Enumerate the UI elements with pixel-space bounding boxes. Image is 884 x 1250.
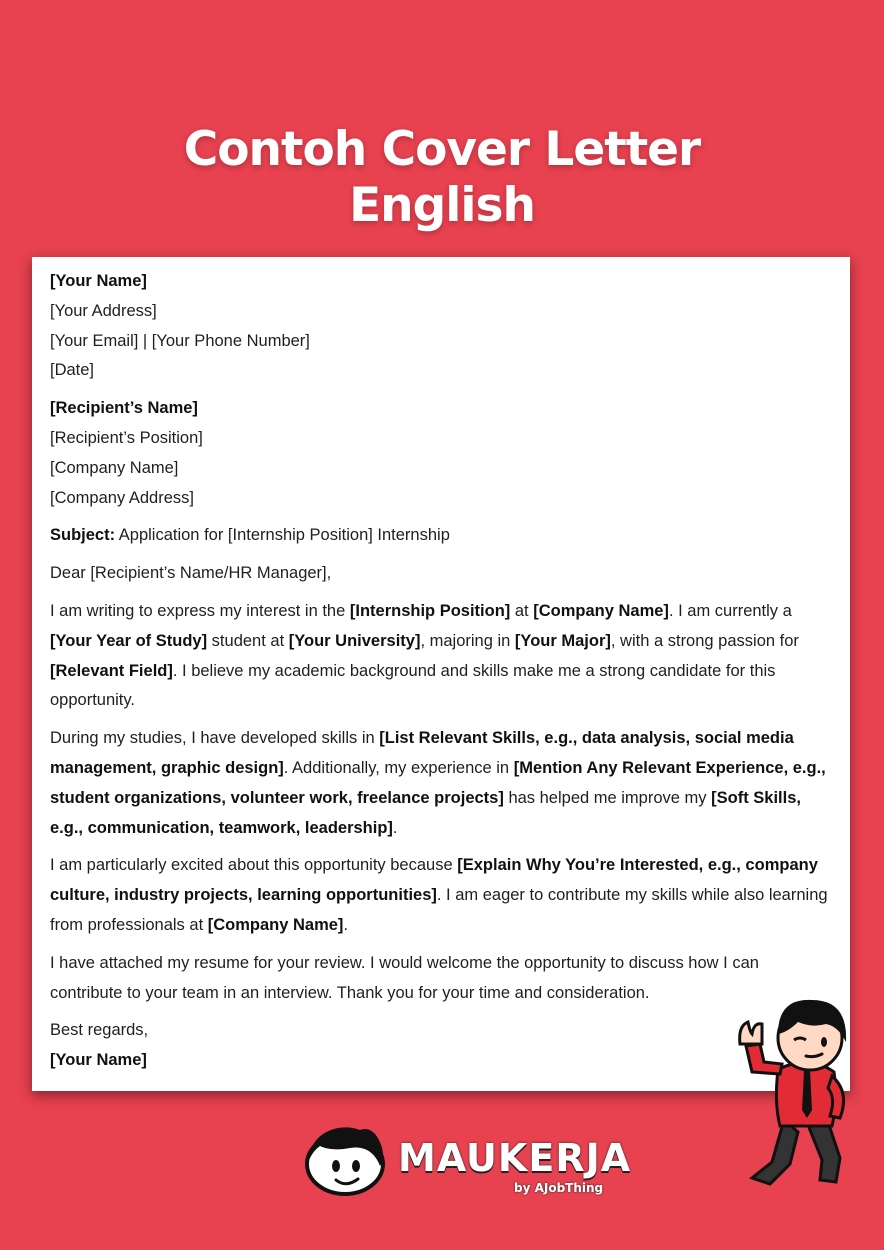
page-title-line-2: English xyxy=(349,178,535,233)
brand-footer xyxy=(300,1120,632,1200)
recipient-name: [Recipient’s Name] xyxy=(50,399,198,418)
page-title-line-1: Contoh Cover Letter xyxy=(183,122,701,177)
brand-name: MAUKERJA xyxy=(398,1136,632,1180)
subject-text: Application for [Internship Position] Internship xyxy=(115,526,450,545)
signature: [Your Name] xyxy=(50,1051,147,1070)
sender-contact: [Your Email] | [Your Phone Number] xyxy=(50,331,310,350)
paragraph-3: I am particularly excited about this opportunity because [Explain Why You’re Interested, e.g., company culture, industry projects, learning opportunities]. I am eager to contribute my skills while also learning from professionals at [Company Name]. xyxy=(50,856,828,934)
subject-label: Subject: xyxy=(50,526,116,545)
mascot-character-icon xyxy=(732,992,862,1192)
recipient-address: [Company Address] xyxy=(50,488,194,507)
letter-date: [Date] xyxy=(50,361,95,380)
cover-letter-card xyxy=(32,257,850,1091)
paragraph-1: I am writing to express my interest in the [Internship Position] at [Company Name]. I am currently a [Your Year of Study] student at [Your University], majoring in [Your Major], with a strong passion for [Relevant Field]. I believe my academic background and skills make me a strong candidate for this opportunity. xyxy=(50,601,799,710)
sender-block xyxy=(50,267,832,386)
sender-name: [Your Name] xyxy=(50,272,147,290)
closing: Best regards, xyxy=(50,1021,149,1040)
maukerja-face-logo-icon xyxy=(300,1120,390,1200)
subject-line xyxy=(50,521,832,551)
paragraph-2: During my studies, I have developed skills in [List Relevant Skills, e.g., data analysis, social media management, graphic design]. Additionally, my experience in [Mention Any Relevant Experience, e.g., student organizations, volunteer work, freelance projects] has helped me improve my [Soft Skills, e.g., communication, teamwork, leadership]. xyxy=(50,729,826,837)
brand-tagline: by AJobThing xyxy=(514,1181,604,1195)
recipient-position: [Recipient’s Position] xyxy=(50,428,203,447)
salutation: Dear [Recipient’s Name/HR Manager], xyxy=(50,564,332,583)
sender-address: [Your Address] xyxy=(50,301,157,320)
recipient-block xyxy=(50,394,832,513)
paragraph-4: I have attached my resume for your review. I would welcome the opportunity to discuss how I can contribute to your team in an interview. Thank you for your time and consideration. xyxy=(50,953,759,1002)
page-title xyxy=(0,122,884,234)
recipient-company: [Company Name] xyxy=(50,458,179,477)
